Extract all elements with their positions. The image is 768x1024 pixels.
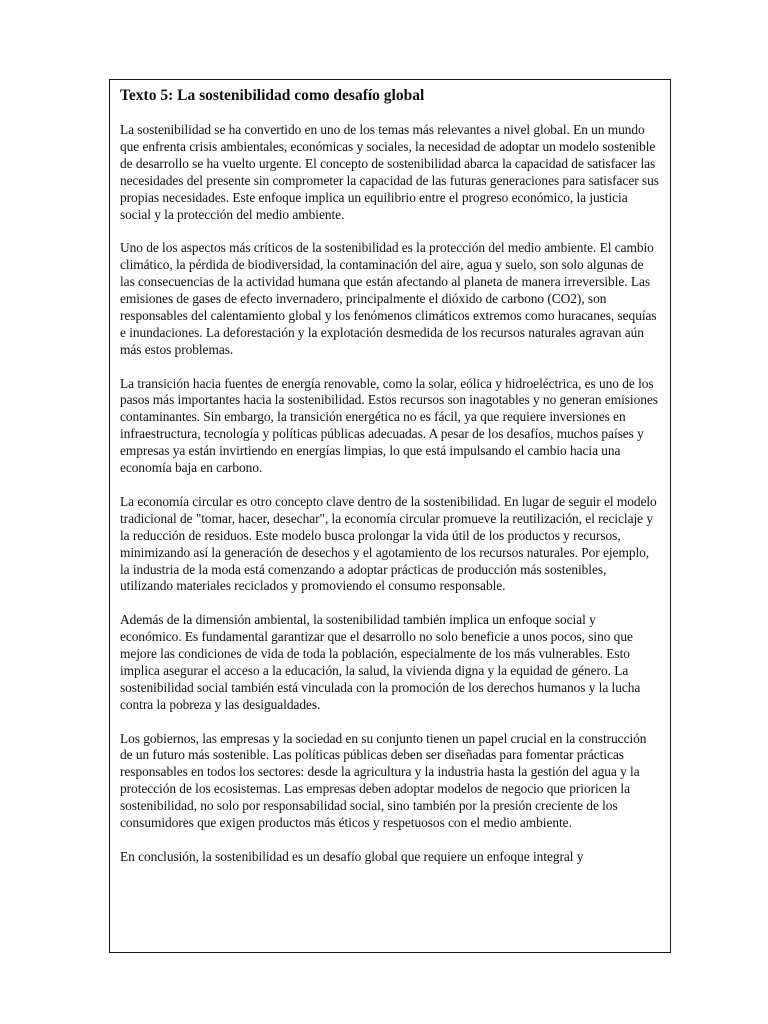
paragraph-4: La economía circular es otro concepto clave dentro de la sostenibilidad. En lugar de seguir el modelo tradicional de "tomar, hacer, desechar", la economía circular promueve la reutilización, el reciclaje y la reducción de residuos. Este modelo busca prolongar la vida útil de los productos y recursos, minimizando así la generación de desechos y el agotamiento de los recursos naturales. Por ejemplo, la industria de la moda está comenzando a adoptar prácticas de producción más sostenibles, utilizando materiales reciclados y promoviendo el consumo responsable.	[120, 493, 657, 594]
document-title: Texto 5: La sostenibilidad como desafío global	[120, 87, 425, 104]
paragraph-2: Uno de los aspectos más críticos de la sostenibilidad es la protección del medio ambiente. El cambio climático, la pérdida de biodiversidad, la contaminación del aire, agua y suelo, son solo algunas de las consecuencias de la actividad humana que están afectando al planeta de manera irreversible. Las emisiones de gases de efecto invernadero, principalmente el dióxido de carbono (CO2), son responsables del calentamiento global y los fenómenos climáticos extremos como huracanes, sequías e inundaciones. La deforestación y la explotación desmedida de los recursos naturales agravan aún más estos problemas.	[120, 240, 657, 357]
paragraph-1: La sostenibilidad se ha convertido en uno de los temas más relevantes a nivel global. En un mundo que enfrenta crisis ambientales, económicas y sociales, la necesidad de adoptar un modelo sostenible de desarrollo se ha vuelto urgente. El concepto de sostenibilidad abarca la capacidad de satisfacer las necesidades del presente sin comprometer la capacidad de las futuras generaciones para satisfacer sus propias necesidades. Este enfoque implica un equilibrio entre el progreso económico, la justicia social y la protección del medio ambiente.	[120, 122, 659, 222]
paragraph-3: La transición hacia fuentes de energía renovable, como la solar, eólica y hidroeléctrica, es uno de los pasos más importantes hacia la sostenibilidad. Estos recursos son inagotables y no generan emisiones contaminantes. Sin embargo, la transición energética no es fácil, ya que requiere inversiones en infraestructura, tecnología y políticas públicas adecuadas. A pesar de los desafíos, muchos países y empresas ya están invirtiendo en energías limpias, lo que está impulsando el cambio hacia una economía baja en carbono.	[120, 375, 658, 476]
document-page	[109, 79, 671, 953]
paragraph-7-cut-off: En conclusión, la sostenibilidad es un desafío global que requiere un enfoque integral y	[120, 848, 584, 864]
paragraph-6: Los gobiernos, las empresas y la sociedad en su conjunto tienen un papel crucial en la construcción de un futuro más sostenible. Las políticas públicas deben ser diseñadas para fomentar prácticas responsables en todos los sectores: desde la agricultura y la industria hasta la gestión del agua y la protección de los ecosistemas. Las empresas deben adoptar modelos de negocio que prioricen la sostenibilidad, no solo por responsabilidad social, sino también por la presión creciente de los consumidores que exigen productos más éticos y respetuosos con el medio ambiente.	[120, 730, 647, 831]
paragraph-5: Además de la dimensión ambiental, la sostenibilidad también implica un enfoque social y económico. Es fundamental garantizar que el desarrollo no solo beneficie a unos pocos, sino que mejore las condiciones de vida de toda la población, especialmente de los más vulnerables. Esto implica asegurar el acceso a la educación, la salud, la vivienda digna y la equidad de género. La sostenibilidad social también está vinculada con la promoción de los derechos humanos y la lucha contra la pobreza y las desigualdades.	[120, 612, 641, 712]
